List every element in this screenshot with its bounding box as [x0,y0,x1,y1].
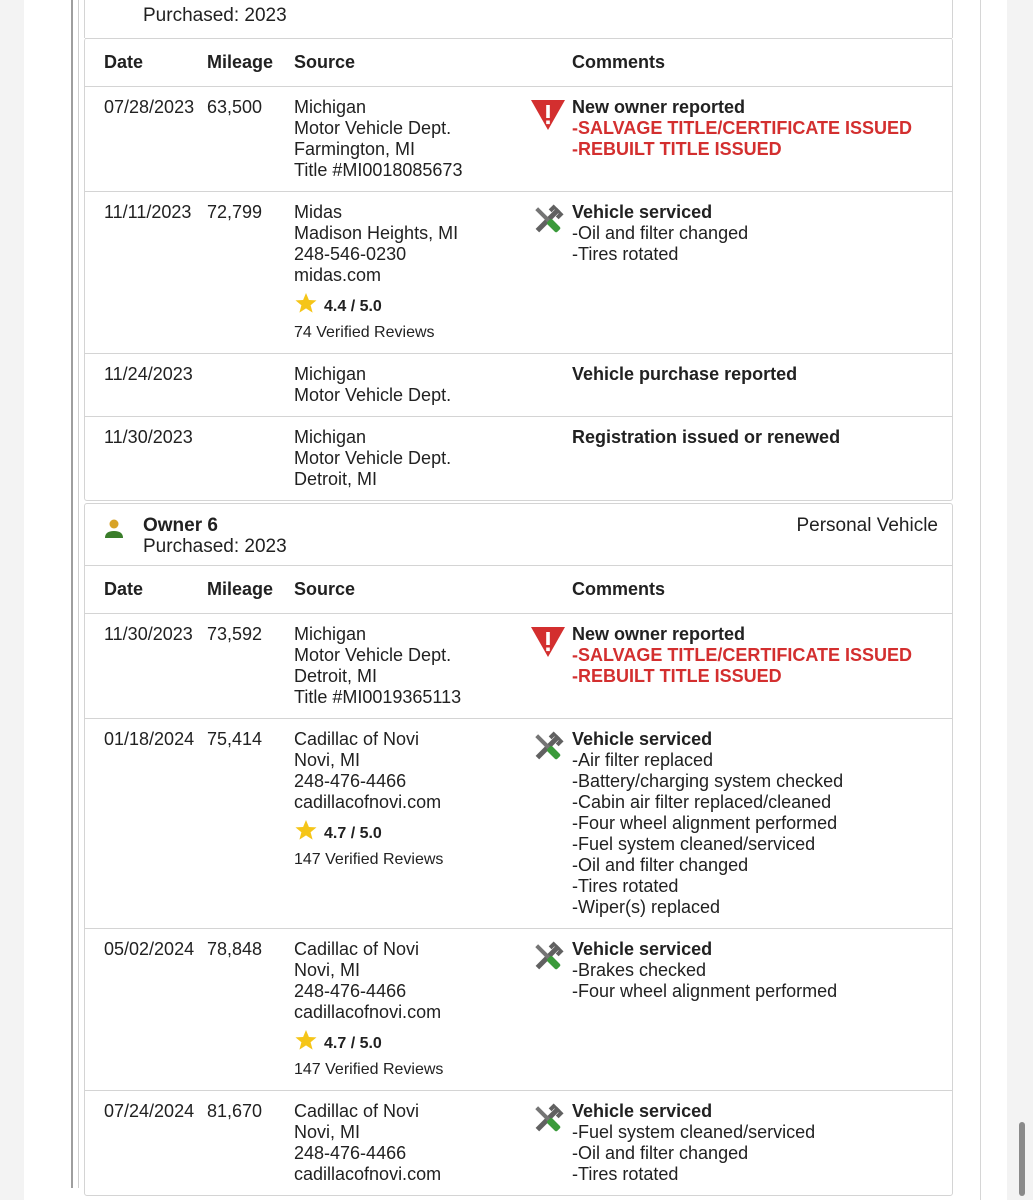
cell-icon [522,192,572,354]
detail-text: REBUILT TITLE ISSUED [578,666,782,686]
rating-value: 4.7 / 5.0 [324,824,382,842]
source-line: Motor Vehicle Dept. [294,645,452,665]
source-line: 248-476-4466 [294,1143,407,1163]
cell-comments [572,1091,952,1196]
bullet-dash: - [572,771,578,791]
service-icon [529,729,572,765]
cell-comments [572,192,952,354]
star-icon [294,1029,324,1057]
cell-date: 07/24/2024 [104,1101,195,1121]
cell-comments [572,719,952,929]
table-row [85,929,952,1091]
comment-detail [572,855,942,876]
detail-text: Fuel system cleaned/serviced [578,834,816,854]
cell-mileage: 72,799 [207,192,294,354]
source-line: Title #MI0019365113 [294,687,462,707]
cell-source [294,614,522,719]
cell-date: 11/11/2023 [85,192,207,354]
comment-detail [572,118,942,139]
comment-detail [572,666,942,687]
cell-source [294,87,522,192]
comment-headline: Registration issued or renewed [572,427,841,447]
table-row [85,354,952,417]
comment-detail [572,981,942,1002]
owner-6-usage: Personal Vehicle [796,515,938,536]
cell-source [294,1091,522,1196]
source-line[interactable]: cadillacofnovi.com [294,1002,442,1022]
owner-6-table-body [85,614,952,1196]
warning-icon [529,624,572,660]
source-line: Farmington, MI [294,139,416,159]
detail-text: Tires rotated [578,876,679,896]
service-icon [529,1101,572,1137]
cell-date: 11/30/2023 [104,427,193,447]
source-line: Michigan [294,427,367,447]
left-rail [71,0,73,1188]
header-comments: Comments [572,39,952,87]
detail-text: Oil and filter changed [578,1143,749,1163]
cell-comments [572,354,952,417]
comment-detail [572,1122,942,1143]
detail-text: Four wheel alignment performed [578,981,838,1001]
owner-5-records [84,38,953,501]
table-row [85,719,952,929]
comment-detail [572,139,942,160]
comment-detail [572,771,942,792]
rating-value: 4.4 / 5.0 [324,297,382,315]
bullet-dash: - [572,960,578,980]
comment-headline: Vehicle purchase reported [572,364,798,384]
detail-text: Fuel system cleaned/serviced [578,1122,816,1142]
bullet-dash: - [572,223,578,243]
cell-mileage: 81,670 [207,1101,263,1121]
source-line: Novi, MI [294,1122,361,1142]
person-icon [105,519,123,539]
comment-headline: Vehicle serviced [572,729,713,749]
header-date: Date [85,39,207,87]
table-header-row [85,39,952,87]
comment-headline: New owner reported [572,624,746,644]
source-line: Motor Vehicle Dept. [294,385,452,405]
source-line: Michigan [294,97,367,117]
owner-6-header [85,504,952,565]
comment-headline: Vehicle serviced [572,1101,713,1121]
source-line[interactable]: midas.com [294,265,382,285]
cell-icon [522,354,572,417]
rating-value: 4.7 / 5.0 [324,1034,382,1052]
detail-text: Four wheel alignment performed [578,813,838,833]
detail-text: SALVAGE TITLE/CERTIFICATE ISSUED [578,118,913,138]
comment-detail [572,876,942,897]
source-line[interactable]: cadillacofnovi.com [294,792,442,812]
comment-detail [572,897,942,918]
detail-text: Wiper(s) replaced [578,897,721,917]
bullet-dash: - [572,1122,578,1142]
comment-detail [572,813,942,834]
source-line: Motor Vehicle Dept. [294,448,452,468]
owner-5-table-body [85,87,952,501]
cell-comments [572,614,952,719]
comment-detail [572,750,942,771]
bullet-dash: - [572,666,578,686]
cell-icon [522,719,572,929]
bullet-dash: - [572,139,578,159]
owner-6-name: Owner 6 [143,515,218,536]
service-icon [529,939,572,975]
verified-reviews-link[interactable]: 74 Verified Reviews [294,324,435,341]
comment-detail [572,244,942,265]
detail-text: Tires rotated [578,244,679,264]
source-line: Michigan [294,624,367,644]
header-icon [522,39,572,87]
header-source: Source [294,39,522,87]
bullet-dash: - [572,813,578,833]
cell-source [294,929,522,1091]
cell-mileage [207,354,294,417]
warning-icon [529,97,572,133]
source-line: Michigan [294,364,367,384]
rating [294,292,522,320]
header-mileage: Mileage [207,39,294,87]
source-line: Detroit, MI [294,666,378,686]
cell-date: 11/30/2023 [85,614,207,719]
bullet-dash: - [572,118,578,138]
scrollbar-thumb[interactable] [1019,1122,1025,1196]
cell-date: 11/24/2023 [85,354,207,417]
source-line: Motor Vehicle Dept. [294,118,452,138]
bullet-dash: - [572,1143,578,1163]
rating [294,1029,522,1057]
bullet-dash: - [572,1164,578,1184]
detail-text: Battery/charging system checked [578,771,844,791]
cell-comments [572,929,952,1091]
detail-text: REBUILT TITLE ISSUED [578,139,782,159]
left-rail-inner [78,0,79,1188]
detail-text: Cabin air filter replaced/cleaned [578,792,832,812]
header-source: Source [294,566,522,614]
comment-detail [572,223,942,244]
owner-5-table [85,38,952,500]
cell-date: 05/02/2024 [85,929,207,1091]
comment-detail [572,645,942,666]
owner-6-purchased: Purchased: 2023 [143,536,287,557]
cell-source [294,417,522,501]
header-date: Date [85,566,207,614]
cell-mileage: 75,414 [207,719,294,929]
star-icon [294,819,324,847]
detail-text: SALVAGE TITLE/CERTIFICATE ISSUED [578,645,913,665]
table-row [85,417,952,501]
cell-mileage [207,417,294,501]
right-rail [980,0,981,1200]
source-line: Novi, MI [294,960,361,980]
table-row [85,192,952,354]
source-line: 248-476-4466 [294,771,407,791]
owner-5-header [84,0,953,38]
source-line: Cadillac of Novi [294,729,420,749]
source-line: 248-546-0230 [294,244,407,264]
source-line: Detroit, MI [294,469,378,489]
source-line: Novi, MI [294,750,361,770]
owner-6-table [85,565,952,1195]
cell-icon [522,929,572,1091]
verified-reviews-link[interactable]: 147 Verified Reviews [294,851,444,868]
source-line: Madison Heights, MI [294,223,459,243]
bullet-dash: - [572,855,578,875]
header-mileage: Mileage [207,566,294,614]
owner-6-records [84,503,953,1196]
detail-text: Tires rotated [578,1164,679,1184]
comment-detail [572,792,942,813]
header-comments: Comments [572,566,952,614]
cell-icon [522,1091,572,1196]
cell-mileage: 63,500 [207,87,294,192]
source-line[interactable]: cadillacofnovi.com [294,1164,442,1184]
cell-mileage: 78,848 [207,929,294,1091]
owner-5-purchased: Purchased: 2023 [143,5,287,26]
comment-headline: Vehicle serviced [572,939,713,959]
bullet-dash: - [572,750,578,770]
cell-comments [572,417,952,501]
source-line: 248-476-4466 [294,981,407,1001]
comment-detail [572,1143,942,1164]
cell-icon [522,417,572,501]
comment-detail [572,960,942,981]
detail-text: Oil and filter changed [578,223,749,243]
service-icon [529,202,572,238]
cell-date: 07/28/2023 [85,87,207,192]
source-line: Title #MI0018085673 [294,160,463,180]
source-line: Cadillac of Novi [294,939,420,959]
comment-detail [572,1164,942,1185]
table-row [85,1091,952,1196]
bullet-dash: - [572,244,578,264]
source-line: Midas [294,202,343,222]
cell-source [294,354,522,417]
table-row [85,614,952,719]
rating [294,819,522,847]
comment-headline: Vehicle serviced [572,202,713,222]
bullet-dash: - [572,834,578,854]
verified-reviews-link[interactable]: 147 Verified Reviews [294,1061,444,1078]
bullet-dash: - [572,645,578,665]
bullet-dash: - [572,897,578,917]
bullet-dash: - [572,981,578,1001]
table-row [85,87,952,192]
cell-comments [572,87,952,192]
source-line: Cadillac of Novi [294,1101,420,1121]
comment-detail [572,834,942,855]
header-icon [522,566,572,614]
bullet-dash: - [572,876,578,896]
bullet-dash: - [572,792,578,812]
cell-date: 01/18/2024 [85,719,207,929]
comment-headline: New owner reported [572,97,746,117]
star-icon [294,292,324,320]
cell-source [294,719,522,929]
cell-icon [522,614,572,719]
detail-text: Air filter replaced [578,750,714,770]
detail-text: Oil and filter changed [578,855,749,875]
detail-text: Brakes checked [578,960,707,980]
table-header-row [85,566,952,614]
cell-mileage: 73,592 [207,614,294,719]
cell-icon [522,87,572,192]
cell-source [294,192,522,354]
